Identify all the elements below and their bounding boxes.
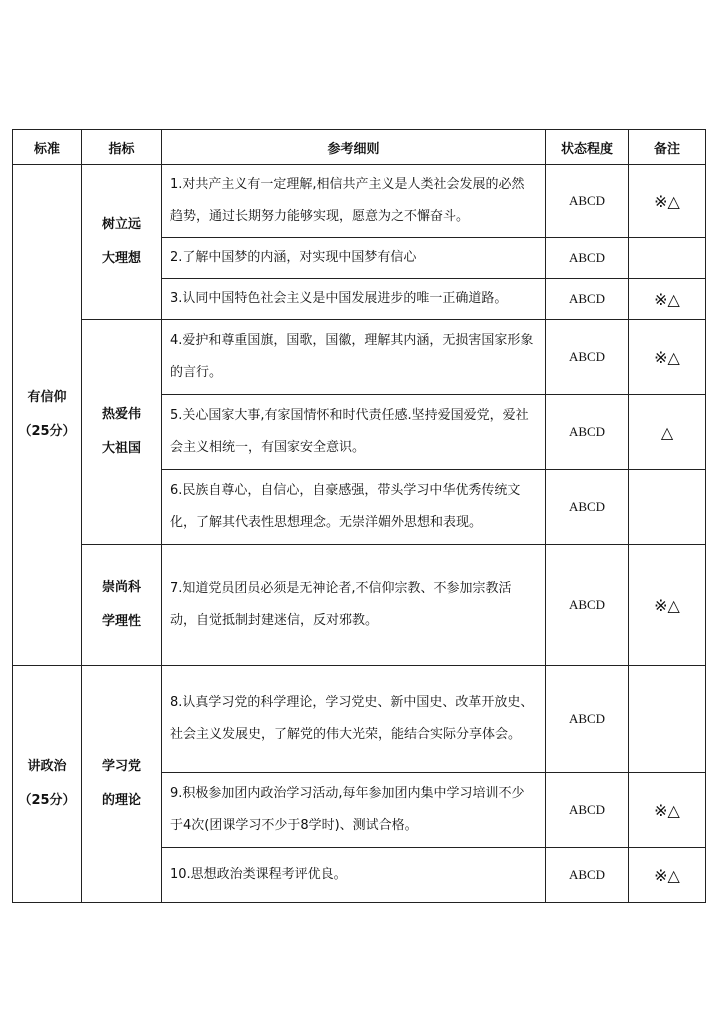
status-cell: ABCD <box>546 395 629 470</box>
standard-cell <box>13 666 82 903</box>
indicator-line: 学习党 <box>101 759 141 774</box>
standard-score: （25分） <box>18 424 76 439</box>
detail-cell: 7.知道党员团员必须是无神论者,不信仰宗教、不参加宗教活动，自觉抵制封建迷信，反对邪教。 <box>162 545 546 666</box>
standard-cell <box>13 165 82 666</box>
detail-cell: 1.对共产主义有一定理解,相信共产主义是人类社会发展的必然趋势，通过长期努力能够实现，愿意为之不懈奋斗。 <box>162 165 546 238</box>
detail-cell: 9.积极参加团内政治学习活动,每年参加团内集中学习培训不少于4次(团课学习不少于8学时)、测试合格。 <box>162 773 546 848</box>
standard-label: 有信仰 <box>27 390 67 405</box>
remark-cell: ※△ <box>629 320 706 395</box>
indicator-line: 树立远 <box>101 217 141 232</box>
detail-cell: 5.关心国家大事,有家国情怀和时代责任感.坚持爱国爱党，爱社会主义相统一，有国家安全意识。 <box>162 395 546 470</box>
status-cell: ABCD <box>546 545 629 666</box>
indicator-line: 学理性 <box>101 614 141 629</box>
remark-cell <box>629 238 706 279</box>
status-cell: ABCD <box>546 238 629 279</box>
table-row <box>13 320 706 395</box>
header-status: 状态程度 <box>546 130 629 165</box>
remark-cell: ※△ <box>629 773 706 848</box>
remark-cell: ※△ <box>629 545 706 666</box>
detail-cell: 3.认同中国特色社会主义是中国发展进步的唯一正确道路。 <box>162 279 546 320</box>
table-row <box>13 666 706 773</box>
header-standard: 标准 <box>13 130 82 165</box>
status-cell: ABCD <box>546 320 629 395</box>
indicator-line: 的理论 <box>101 793 141 808</box>
table-row <box>13 165 706 238</box>
status-cell: ABCD <box>546 848 629 903</box>
status-cell: ABCD <box>546 165 629 238</box>
indicator-line: 大理想 <box>101 251 141 266</box>
header-row <box>13 130 706 165</box>
detail-cell: 2.了解中国梦的内涵，对实现中国梦有信心 <box>162 238 546 279</box>
header-detail: 参考细则 <box>162 130 546 165</box>
indicator-cell <box>82 545 162 666</box>
status-cell: ABCD <box>546 666 629 773</box>
detail-cell: 6.民族自尊心，自信心，自豪感强，带头学习中华优秀传统文化，了解其代表性思想理念。无崇洋媚外思想和表现。 <box>162 470 546 545</box>
detail-cell: 4.爱护和尊重国旗，国歌，国徽，理解其内涵，无损害国家形象的言行。 <box>162 320 546 395</box>
status-cell: ABCD <box>546 279 629 320</box>
indicator-line: 崇尚科 <box>101 580 141 595</box>
remark-cell: ※△ <box>629 848 706 903</box>
standard-score: （25分） <box>18 793 76 808</box>
detail-cell: 10.思想政治类课程考评优良。 <box>162 848 546 903</box>
remark-cell <box>629 666 706 773</box>
table-row <box>13 545 706 666</box>
remark-cell: ※△ <box>629 165 706 238</box>
indicator-cell <box>82 320 162 545</box>
remark-cell <box>629 470 706 545</box>
evaluation-table <box>12 129 706 903</box>
remark-cell: △ <box>629 395 706 470</box>
indicator-cell <box>82 666 162 903</box>
indicator-line: 热爱伟 <box>101 407 141 422</box>
indicator-cell <box>82 165 162 320</box>
header-remark: 备注 <box>629 130 706 165</box>
status-cell: ABCD <box>546 773 629 848</box>
standard-label: 讲政治 <box>27 759 67 774</box>
remark-cell: ※△ <box>629 279 706 320</box>
header-indicator: 指标 <box>82 130 162 165</box>
status-cell: ABCD <box>546 470 629 545</box>
detail-cell: 8.认真学习党的科学理论，学习党史、新中国史、改革开放史、社会主义发展史，了解党的伟大光荣，能结合实际分享体会。 <box>162 666 546 773</box>
indicator-line: 大祖国 <box>101 441 141 456</box>
